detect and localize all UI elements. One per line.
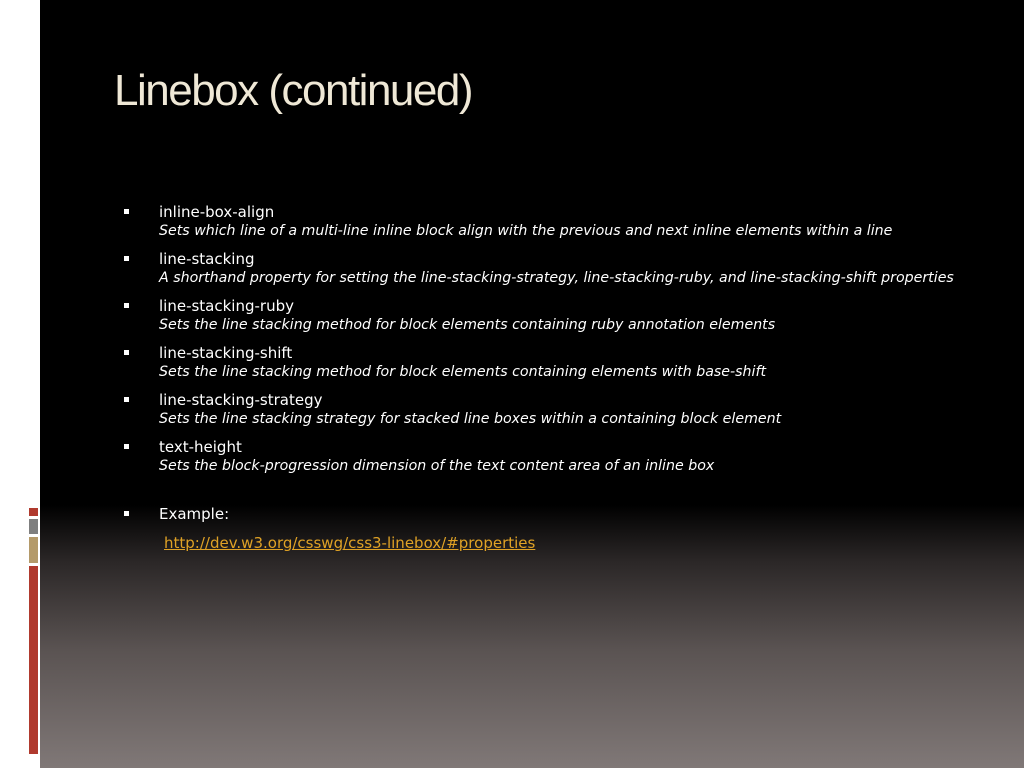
- square-bullet-icon: [124, 303, 129, 308]
- square-bullet-icon: [124, 350, 129, 355]
- property-description: Sets the line stacking method for block elements containing elements with base-shift: [159, 364, 767, 380]
- list-item: [120, 344, 970, 382]
- bullet-list: [120, 203, 970, 553]
- example-item: [120, 505, 970, 524]
- example-label: Example:: [159, 505, 230, 523]
- property-description: Sets the line stacking method for block elements containing ruby annotation elements: [159, 317, 776, 333]
- list-item: [120, 391, 970, 429]
- decorative-bar-red-long: [29, 566, 38, 754]
- square-bullet-icon: [124, 256, 129, 261]
- square-bullet-icon: [124, 444, 129, 449]
- property-name: line-stacking-strategy: [159, 391, 323, 409]
- property-description: Sets the block-progression dimension of the text content area of an inline box: [159, 458, 715, 474]
- square-bullet-icon: [124, 209, 129, 214]
- property-description: Sets which line of a multi-line inline block align with the previous and next inline elements within a line: [159, 223, 893, 239]
- decorative-bar-red-small: [29, 508, 38, 516]
- property-name: line-stacking-shift: [159, 344, 293, 362]
- property-name: line-stacking: [159, 250, 255, 268]
- property-description: A shorthand property for setting the line-stacking-strategy, line-stacking-ruby, and line-stacking-shift properties: [159, 270, 954, 286]
- property-name: inline-box-align: [159, 203, 275, 221]
- property-name: line-stacking-ruby: [159, 297, 294, 315]
- list-item: [120, 297, 970, 335]
- decorative-bar-gray: [29, 519, 38, 534]
- list-item: [120, 438, 970, 476]
- decorative-bar-tan: [29, 537, 38, 563]
- square-bullet-icon: [124, 511, 129, 516]
- property-name: text-height: [159, 438, 242, 456]
- list-item: [120, 203, 970, 241]
- square-bullet-icon: [124, 397, 129, 402]
- example-link[interactable]: http://dev.w3.org/csswg/css3-linebox/#properties: [164, 534, 536, 552]
- list-item: [120, 250, 970, 288]
- property-description: Sets the line stacking strategy for stacked line boxes within a containing block element: [159, 411, 782, 427]
- slide-title: Linebox (continued): [114, 66, 472, 115]
